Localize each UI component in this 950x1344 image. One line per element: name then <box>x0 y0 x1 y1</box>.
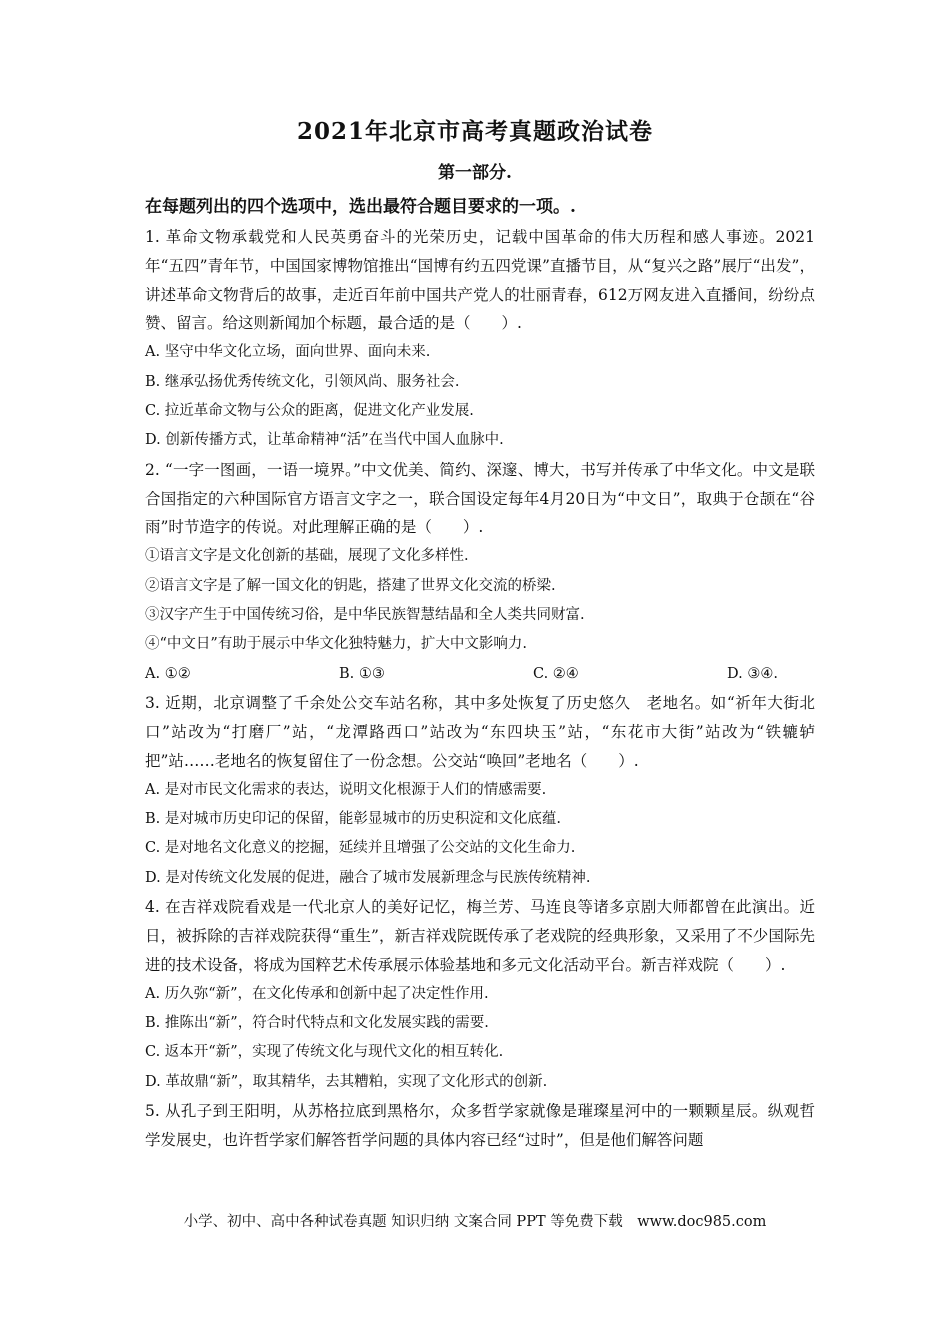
questions-body <box>145 223 815 1155</box>
question-1-option-a: A. 坚守中华文化立场，面向世界、面向未来. <box>145 344 431 361</box>
question-2-statement-3: ③汉字产生于中国传统习俗，是中华民族智慧结晶和全人类共同财富. <box>145 607 585 624</box>
question-2-option-b: B. ①③ <box>339 665 385 682</box>
question-3-option-a: A. 是对市民文化需求的表达，说明文化根源于人们的情感需要. <box>145 781 547 798</box>
question-3-option-d: D. 是对传统文化发展的促进，融合了城市发展新理念与民族传统精神. <box>145 869 591 886</box>
question-3-stem: 3. 近期，北京调整了千余处公交车站名称，其中多处恢复了历史悠久 老地名。如“祈年大街北口”站改为“打磨厂”站，“龙潭路西口”站改为“东四块玉”站，“东花市大街”站改为“铁辘轳把”站……老地名的恢复留住了一份念想。公交站“唤回”老地名（ ）. <box>145 694 815 770</box>
exam-title: 2021年北京市高考真题政治试卷 <box>296 118 653 145</box>
question-1-option-c: C. 拉近革命文物与公众的距离，促进文化产业发展. <box>145 403 474 419</box>
question-2-option-a: A. ①② <box>145 665 191 682</box>
question-4-option-d: D. 革故鼎“新”，取其精华，去其糟粕，实现了文化形式的创新. <box>145 1073 548 1090</box>
question-2-option-c: C. ②④ <box>533 665 579 682</box>
question-4-stem: 4. 在吉祥戏院看戏是一代北京人的美好记忆，梅兰芳、马连良等诸多京剧大师都曾在此演出。近日，被拆除的吉祥戏院获得“重生”，新吉祥戏院既传承了老戏院的经典形象，又采用了不少国际先进的技术设备，将成为国粹艺术传承展示体验基地和多元文化活动平台。新吉祥戏院（ ）. <box>145 898 815 974</box>
section-heading: 第一部分. <box>438 163 512 183</box>
question-2-statement-4: ④“中文日”有助于展示中华文化独特魅力，扩大中文影响力. <box>145 636 527 653</box>
question-5-stem: 5. 从孔子到王阳明，从苏格拉底到黑格尔，众多哲学家就像是璀璨星河中的一颗颗星辰。纵观哲学发展史，也许哲学家们解答哲学问题的具体内容已经“过时”，但是他们解答问题 <box>145 1102 815 1150</box>
question-2-stem: 2. “一字一图画，一语一境界。”中文优美、简约、深邃、博大，书写并传承了中华文化。中文是联合国指定的六种国际官方语言文字之一，联合国设定每年4月20日为“中文日”，取典于仓颉在“谷雨”时节造字的传说。对此理解正确的是（ ）. <box>145 460 815 537</box>
question-3-option-c: C. 是对地名文化意义的挖掘，延续并且增强了公交站的文化生命力. <box>145 840 576 857</box>
question-2-statement-1: ①语言文字是文化创新的基础，展现了文化多样性. <box>145 548 469 565</box>
question-2-option-d: D. ③④. <box>727 665 778 682</box>
question-2-statement-2: ②语言文字是了解一国文化的钥匙，搭建了世界文化交流的桥梁. <box>145 577 556 594</box>
instruction-text: 在每题列出的四个选项中，选出最符合题目要求的一项。. <box>145 197 576 217</box>
question-4-option-b: B. 推陈出“新”，符合时代特点和文化发展实践的需要. <box>145 1015 489 1032</box>
question-1-option-d: D. 创新传播方式，让革命精神“活”在当代中国人血脉中. <box>145 432 504 449</box>
question-4-option-a: A. 历久弥“新”，在文化传承和创新中起了决定性作用. <box>145 985 489 1002</box>
question-2-options <box>145 660 815 689</box>
question-1-stem: 1. 革命文物承载党和人民英勇奋斗的光荣历史，记载中国革命的伟大历程和感人事迹。2021年“五四”青年节，中国国家博物馆推出“国博有约五四党课”直播节目，从“复兴之路”展厅“出发”，讲述革命文物背后的故事，走近百年前中国共产党人的壮丽青春，612万网友进入直播间，纷纷点赞、留言。给这则新闻加个标题，最合适的是（ ）. <box>145 228 815 333</box>
question-4-option-c: C. 返本开“新”，实现了传统文化与现代文化的相互转化. <box>145 1044 504 1061</box>
question-3-option-b: B. 是对城市历史印记的保留，能彰显城市的历史积淀和文化底蕴. <box>145 811 561 828</box>
question-1-option-b: B. 继承弘扬优秀传统文化，引领风尚、服务社会. <box>145 373 460 390</box>
page-footer: 小学、初中、高中各种试卷真题 知识归纳 文案合同 PPT 等免费下载 www.doc985.com <box>183 1214 767 1230</box>
